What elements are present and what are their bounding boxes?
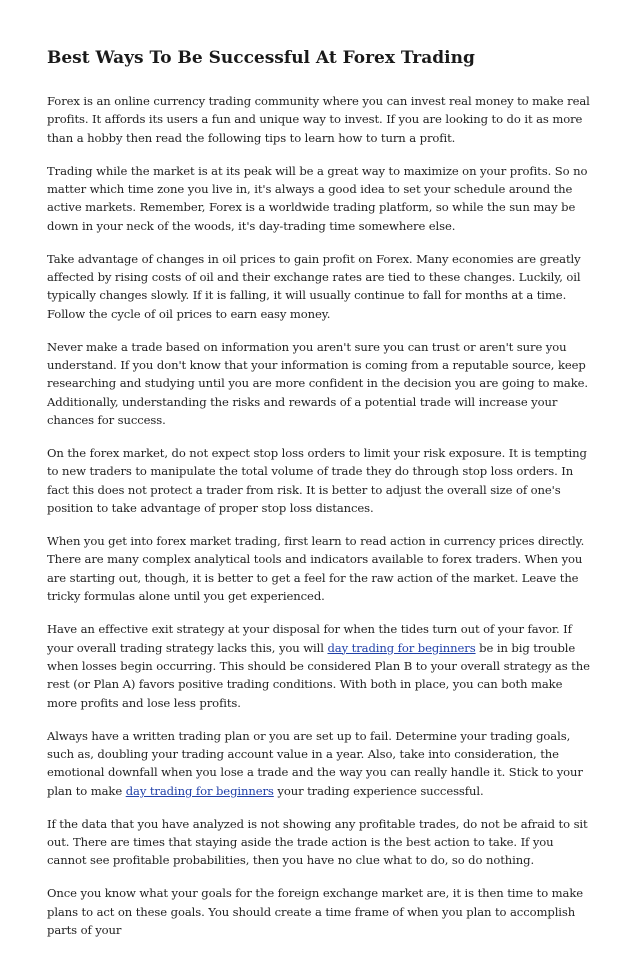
day-trading-link[interactable]: day trading for beginners bbox=[125, 783, 274, 798]
paragraph-text: If the data that you have analyzed is not showing any profitable trades, do not be afraid to sit out. There are times that staying aside the trade action is the best action to take. If you cannot see profitable probabilities, then you have no clue what to do, so do nothing. bbox=[47, 816, 588, 868]
paragraph-text: Once you know what your goals for the foreign exchange market are, it is then time to make plans to act on these goals. You should create a time frame of when you plan to accomplish parts of your bbox=[47, 886, 584, 937]
paragraph bbox=[47, 92, 595, 147]
paragraph bbox=[47, 884, 595, 939]
paragraph bbox=[47, 815, 595, 870]
paragraph bbox=[47, 532, 595, 606]
paragraph-text: Trading while the market is at its peak will be a great way to maximize on your profits. So no matter which time zone you live in, it's always a good idea to set your schedule around the active markets. Remember, Forex is a worldwide trading platform, so while the sun may be down in your neck of the woods, it's day-trading time somewhere else. bbox=[47, 163, 588, 233]
document-page bbox=[47, 47, 595, 954]
paragraph bbox=[47, 250, 595, 324]
paragraph-text: Take advantage of changes in oil prices to gain profit on Forex. Many economies are greatly affected by rising costs of oil and their exchange rates are tied to these changes. Luckily, oil typically changes slowly. If it is falling, it will usually continue to fall for months at a time. Follow the cycle of oil prices to earn easy money. bbox=[47, 251, 581, 321]
paragraph-text: your trading experience successful. bbox=[273, 783, 484, 798]
page-title: Best Ways To Be Successful At Forex Trading bbox=[47, 48, 475, 68]
paragraph-text: Never make a trade based on information you aren't sure you can trust or aren't sure you understand. If you don't know that your information is coming from a reputable source, keep researching and studying until you are more confident in the decision you are going to make. Additionally, understanding the risks and rewards of a potential trade will increase your chances for success. bbox=[47, 339, 588, 428]
paragraph-text: On the forex market, do not expect stop loss orders to limit your risk exposure. It is tempting to new traders to manipulate the total volume of trade they do through stop loss orders. In fact this does not protect a trader from risk. It is better to adjust the overall size of one's position to take advantage of proper stop loss distances. bbox=[47, 446, 587, 516]
paragraph-text: Always have a written trading plan or you are set up to fail. Determine your trading goals, such as, doubling your trading account value in a year. Also, take into consideration, the emotional downfall when you lose a trade and the way you can really handle it. Stick to your plan to make bbox=[47, 728, 583, 798]
paragraph bbox=[47, 727, 595, 801]
day-trading-link[interactable]: day trading for beginners bbox=[327, 640, 476, 655]
paragraph bbox=[47, 620, 595, 712]
paragraph-text: be in big trouble when losses begin occurring. This should be considered Plan B to your overall strategy as the rest (or Plan A) favors positive trading conditions. With both in place, you can both make more profits and lose less profits. bbox=[47, 640, 590, 710]
paragraph-text: When you get into forex market trading, first learn to read action in currency prices directly. There are many complex analytical tools and indicators available to forex traders. When you are starting out, though, it is better to get a feel for the raw action of the market. Leave the tricky formulas alone until you get experienced. bbox=[47, 534, 585, 604]
paragraph-text: Have an effective exit strategy at your disposal for when the tides turn out of your favor. If your overall trading strategy lacks this, you will bbox=[47, 622, 572, 655]
paragraph bbox=[47, 444, 595, 518]
paragraph bbox=[47, 162, 595, 236]
paragraph bbox=[47, 338, 595, 430]
paragraph-text: Forex is an online currency trading community where you can invest real money to make real profits. It affords its users a fun and unique way to invest. If you are looking to do it as more than a hobby then read the following tips to learn how to turn a profit. bbox=[47, 94, 590, 145]
document-body bbox=[47, 92, 595, 939]
